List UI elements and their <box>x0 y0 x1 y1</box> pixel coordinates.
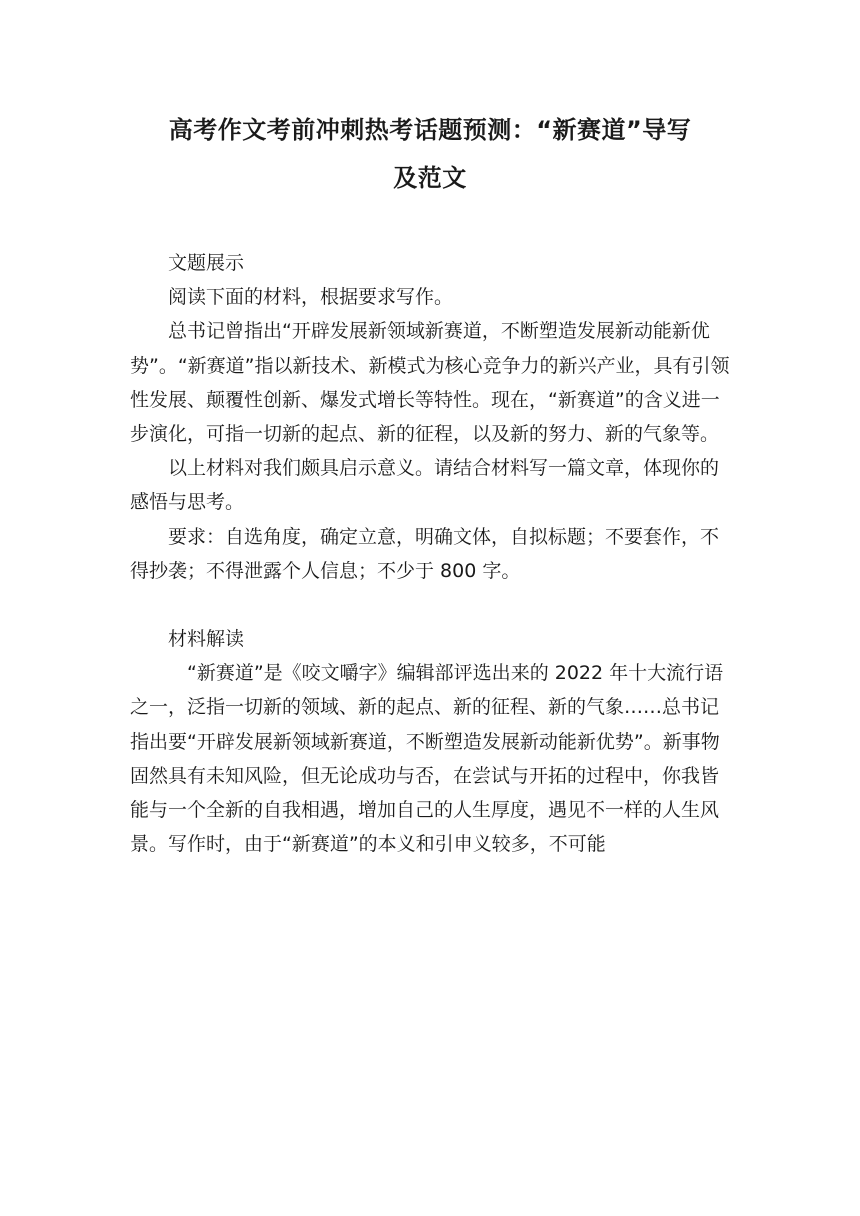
prompt-paragraph-3: 以上材料对我们颇具启示意义。请结合材料写一篇文章，体现你的感悟与思考。 <box>130 457 720 514</box>
section-heading-prompt: 文题展示 <box>168 252 245 274</box>
prompt-paragraph-1: 阅读下面的材料，根据要求写作。 <box>168 286 454 309</box>
document-title <box>130 106 730 202</box>
prompt-paragraph-4: 要求：自选角度，确定立意，明确文体，自拟标题；不要套作，不得抄袭；不得泄露个人信息；不少于 800 字。 <box>130 525 720 582</box>
section-spacer <box>130 588 730 622</box>
analysis-paragraph-1: “新赛道”是《咬文嚼字》编辑部评选出来的 2022 年十大流行语之一，泛指一切新的领域、新的起点、新的征程、新的气象……总书记指出要“开辟发展新领域新赛道，不断塑造发展新动能新优势”。新事物固然具有未知风险，但无论成功与否，在尝试与开拓的过程中，你我皆能与一个全新的自我相遇，增加自己的人生厚度，遇见不一样的人生风景。写作时，由于“新赛道”的本义和引申义较多，不可能 <box>130 662 724 856</box>
title-line-2: 及范文 <box>393 164 467 192</box>
section-heading-analysis: 材料解读 <box>168 628 245 651</box>
document-body <box>130 246 730 861</box>
title-line-1: 高考作文考前冲刺热考话题预测：“新赛道”导写 <box>168 116 692 144</box>
prompt-paragraph-2: 总书记曾指出“开辟发展新领域新赛道，不断塑造发展新动能新优势”。“新赛道”指以新技术、新模式为核心竞争力的新兴产业，具有引领性发展、颠覆性创新、爆发式增长等特性。现在，“新赛道”的含义进一步演化，可指一切新的起点、新的征程，以及新的努力、新的气象等。 <box>130 320 730 446</box>
